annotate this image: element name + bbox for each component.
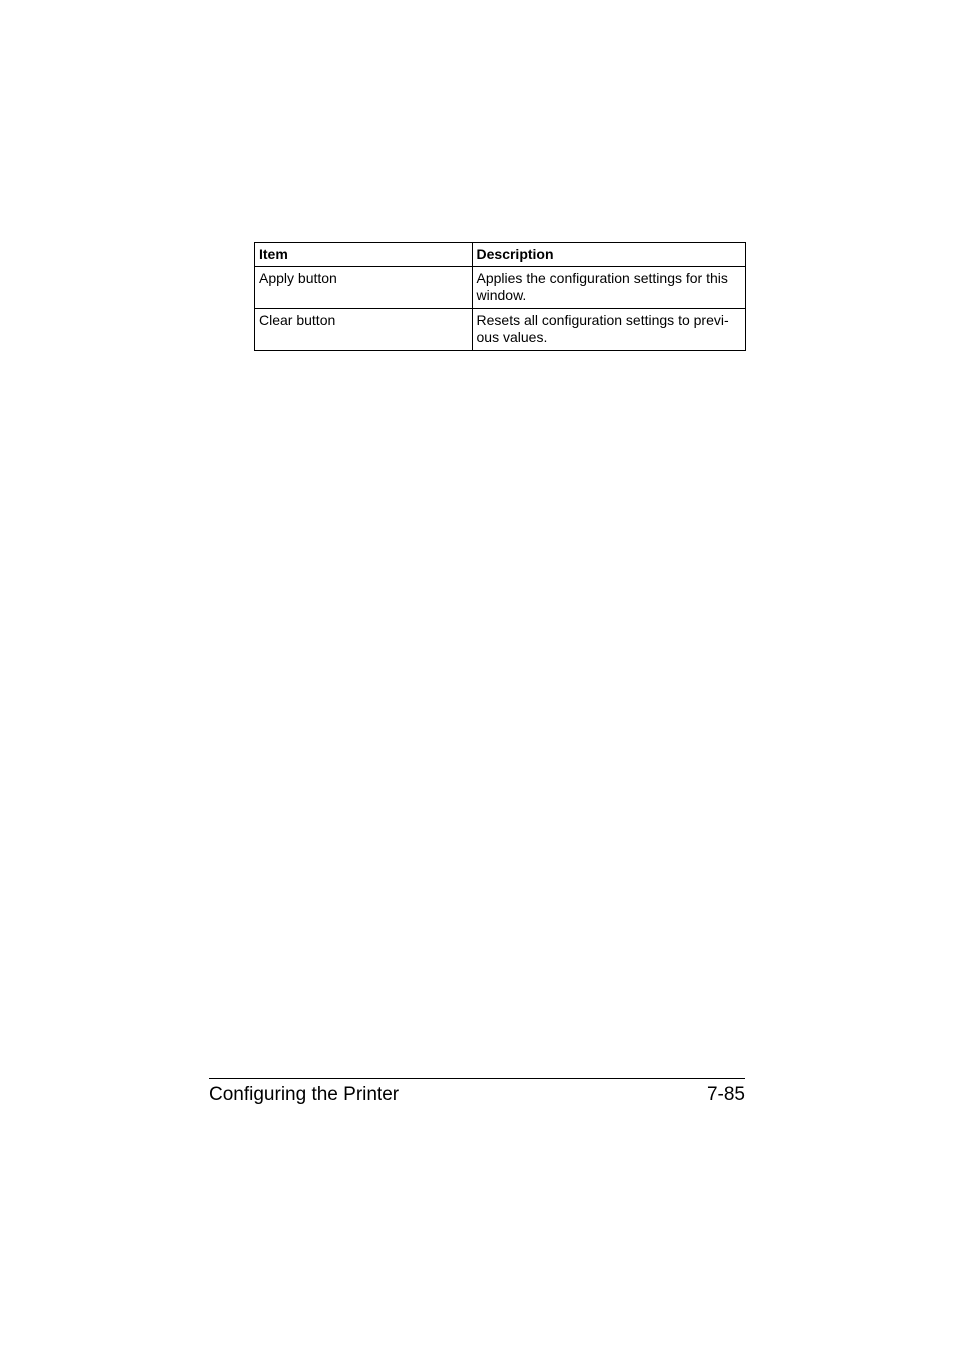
- footer-page-number: 7-85: [706, 1084, 745, 1105]
- table-cell-item: Apply button: [255, 267, 473, 309]
- table-cell-description: [472, 267, 745, 309]
- settings-table: [254, 242, 746, 351]
- description-line: window.: [476, 287, 527, 303]
- footer-divider: [209, 1078, 745, 1079]
- description-line: ous values.: [476, 329, 548, 345]
- footer-chapter-title: Configuring the Printer: [209, 1084, 400, 1105]
- table-header-row: [255, 243, 746, 267]
- table-cell-item: Clear button: [255, 309, 473, 351]
- table-row: [255, 309, 746, 351]
- table-cell-description: [472, 309, 745, 351]
- description-line: Resets all configuration settings to previ-: [476, 312, 729, 328]
- description-line: Applies the configuration settings for this: [476, 270, 728, 286]
- column-header-item: Item: [255, 243, 473, 267]
- column-header-description: Description: [472, 243, 745, 267]
- table-row: [255, 267, 746, 309]
